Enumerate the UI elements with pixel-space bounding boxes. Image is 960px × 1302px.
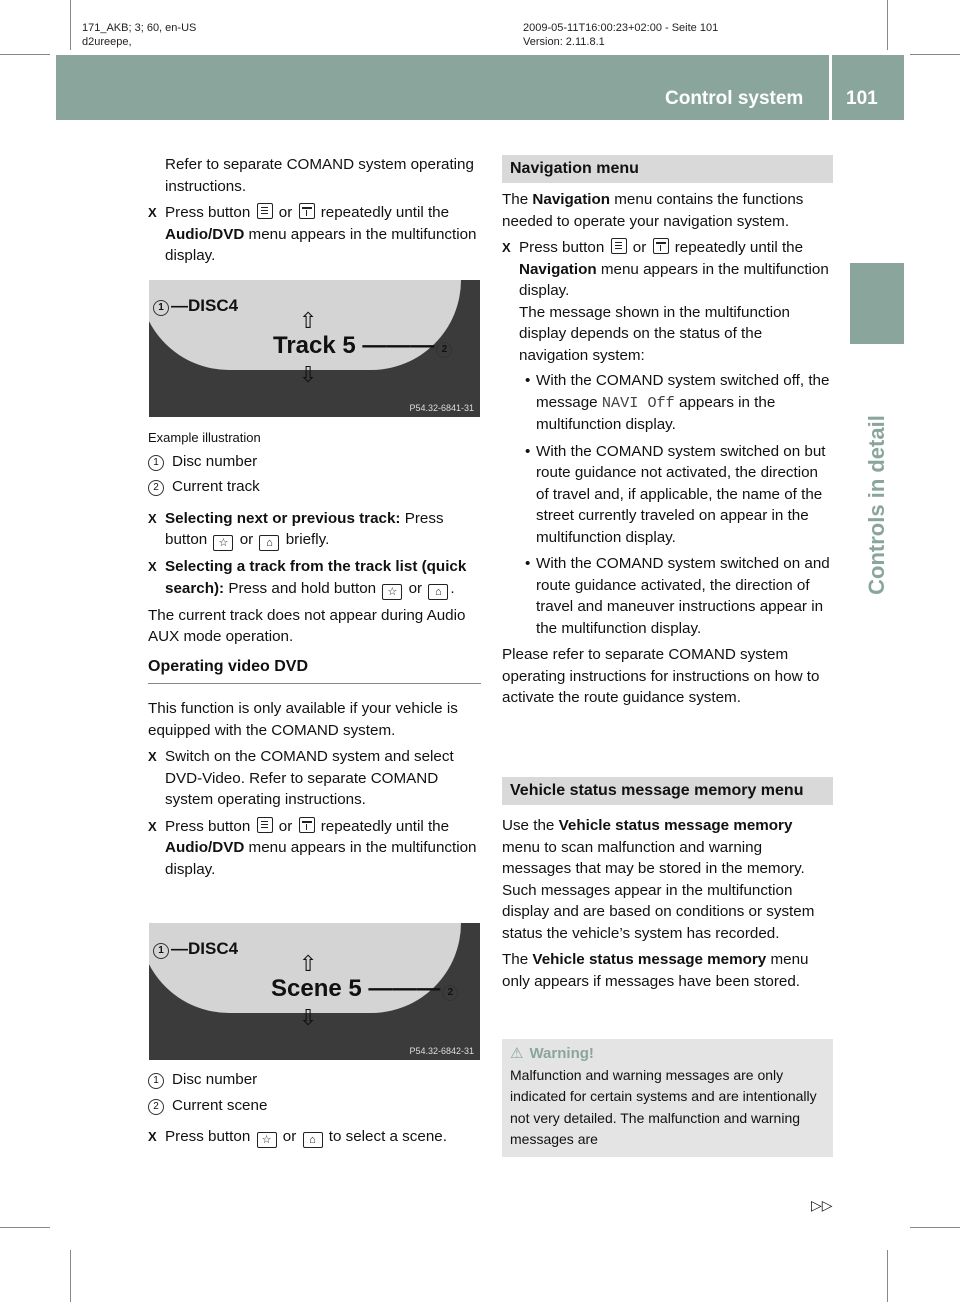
right-button-icon [299,817,315,833]
crop-mark [70,1250,71,1302]
figure-scene-label: Scene 5 ——— 2 [271,975,466,1003]
crop-mark [70,0,71,50]
nav-intro: The Navigation menu contains the functions needed to operate your navigation system. [502,191,804,230]
crop-mark [0,1227,50,1228]
left-button-icon [257,817,273,833]
left-button-icon [611,238,627,254]
vehicle-status-text: Use the Vehicle status message memory menu to scan malfunction and warning messages that may be stored in the memory. Such messages appear in the multifunction display and are based on conditions or system status the vehicle’s system has recorded. [502,817,815,942]
figure-disc-label: 1 —DISC4 [153,939,238,959]
figure-track-label: Track 5 ——— 2 [273,332,460,360]
left-column [148,154,481,272]
up-arrow-icon: ⇧ [299,308,318,333]
crop-mark [910,54,960,55]
step-select-scene: X Press button ☆ or ⌂ to select a scene. [148,1128,447,1146]
left-column-2 [148,427,481,885]
step-switch-on: X Switch on the COMAND system and select DVD-Video. Refer to separate COMAND system operating instructions. [148,748,454,808]
step-audio-dvd-2: X Press button or repeatedly until the Audio/DVD menu appears in the multifunction display. [148,817,477,878]
figure-code: P54.32-6842-31 [409,1046,474,1056]
section-heading-navigation: Navigation menu [502,155,833,183]
meta-date: 2009-05-11T16:00:23+02:00 - Seite 101 [523,22,719,34]
figure-code: P54.32-6841-31 [409,403,474,413]
meta-job: 171_AKB; 3; 60, en-US [82,22,197,34]
right-button-icon [299,203,315,219]
down-arrow-icon: ⇩ [299,362,318,387]
right-button-icon [653,238,669,254]
up-button-icon: ⌂ [259,535,279,551]
warning-box [502,1039,833,1157]
figure-caption: Example illustration [148,430,261,445]
step-next-track: X Selecting next or previous track: Press button ☆ or ⌂ briefly. [148,509,444,549]
section-heading-vehicle-status: Vehicle status message memory menu [502,777,833,805]
figure-dvd-display [149,923,480,1060]
down-arrow-icon: ⇩ [299,1005,318,1030]
warning-text: Malfunction and warning messages are only indicated for certain systems and are intentionally not very detailed. The malfunction and warning messages are [510,1066,817,1147]
right-column-2 [502,777,833,997]
left-column-3 [148,1069,481,1153]
meta-version: Version: 2.11.8.1 [523,36,605,48]
up-arrow-icon: ⇧ [299,951,318,976]
star-button-icon: ☆ [213,535,233,551]
legend-item: 2 Current track [148,476,481,498]
figure-disc-label: 1 —DISC4 [153,296,238,316]
step-quick-search: X Selecting a track from the track list (quick search): Press and hold button ☆ or ⌂ . [148,558,467,598]
page-title: Control system [665,88,804,109]
warning-title: ⚠ Warning! [510,1045,594,1062]
bullet-item: • With the COMAND system switched on but route guidance not activated, the direction of travel and, if applicable, the name of the street currently traveled on appear in the multifunction display. [525,442,826,546]
step-audio-dvd: X Press button or repeatedly until the Audio/DVD menu appears in the multifunction display. [148,204,477,264]
bullet-item: • With the COMAND system switched off, the message NAVI Off appears in the multifunction display. [525,372,830,433]
meta-user: d2ureepe, [82,36,132,48]
right-column [502,155,833,714]
warning-triangle-icon: ⚠ [510,1045,524,1062]
step-navigation: X Press button or repeatedly until the Navigation menu appears in the multifunction display. The message shown in the multifunction display depends on the status of the navigation system: • With the COMAND system switched off, the message NAVI Off appears in the multifunction display. • With the COMAND system switched on but route guidance not activated, the direction of travel and, if applicable, the name of the street currently traveled on appear in the multifunction display. • With the COMAND system switched on and route guidance activated, the direction of travel and maneuver instructions appear in the multifunction display. [502,237,833,639]
left-button-icon [257,203,273,219]
legend-item: 1 Disc number [148,451,481,473]
aux-note: The current track does not appear during Audio AUX mode operation. [148,606,466,645]
intro-text: Refer to separate COMAND system operating instructions. [165,156,474,195]
nav-outro: Please refer to separate COMAND system operating instructions for instructions on how to activate the route guidance system. [502,646,820,706]
bullet-item: • With the COMAND system switched on and route guidance activated, the direction of travel and maneuver instructions appear in the multifunction display. [525,555,830,637]
crop-mark [910,1227,960,1228]
star-button-icon: ☆ [382,584,402,600]
side-tab-label: Controls in detail [864,415,889,595]
star-button-icon: ☆ [257,1132,277,1148]
legend-item: 1 Disc number [148,1069,481,1091]
continue-arrows-icon: ▷▷ [811,1197,833,1213]
side-tab-marker [850,263,904,344]
header-divider [829,55,832,120]
up-button-icon: ⌂ [303,1132,323,1148]
legend-item: 2 Current scene [148,1095,481,1117]
figure-audio-display [149,280,480,417]
up-button-icon: ⌂ [428,584,448,600]
section-heading-video-dvd: Operating video DVD [148,656,481,685]
vehicle-status-text-2: The Vehicle status message memory menu only appears if messages have been stored. [502,951,809,990]
crop-mark [0,54,50,55]
crop-mark [887,1250,888,1302]
page-number: 101 [846,88,878,109]
crop-mark [887,0,888,50]
dvd-intro: This function is only available if your vehicle is equipped with the COMAND system. [148,700,458,739]
